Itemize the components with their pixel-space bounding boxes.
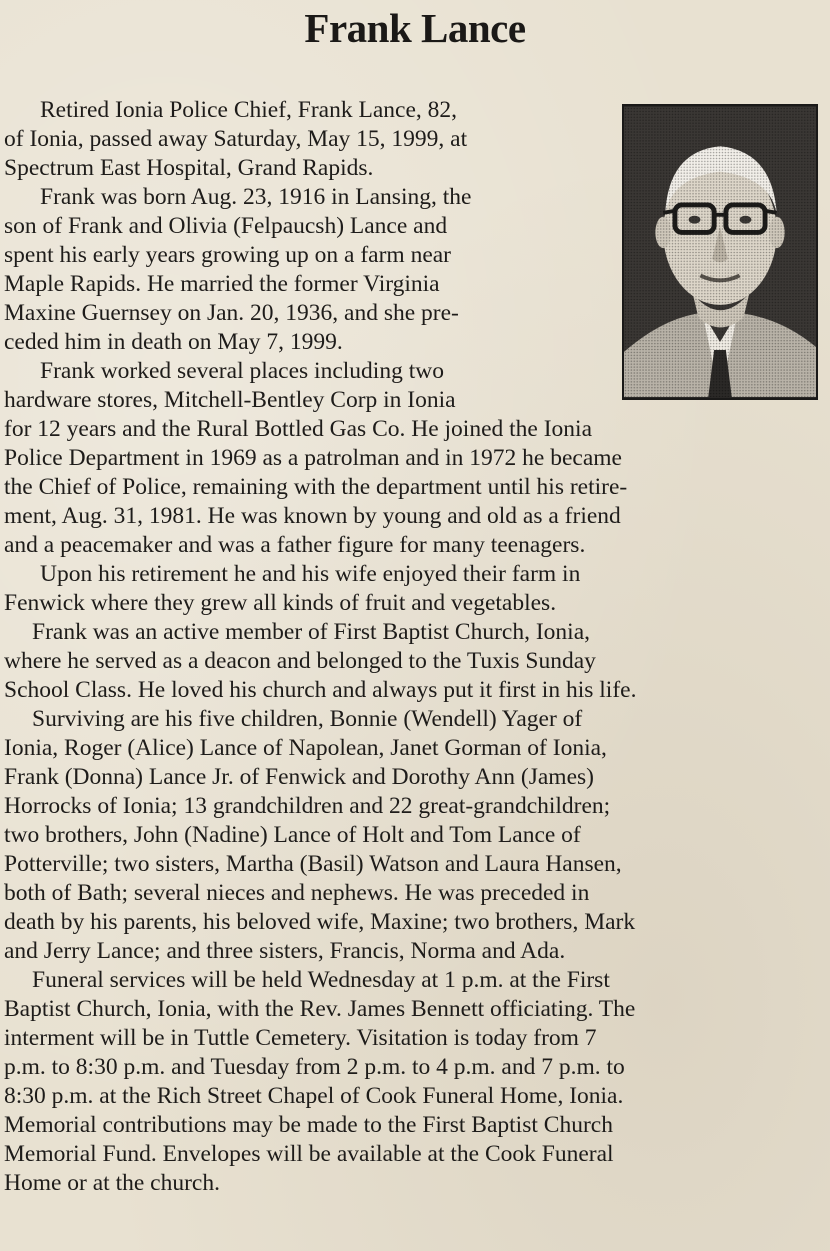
text-line: Memorial contributions may be made to the First Baptist Church	[4, 1112, 613, 1138]
text-line: Funeral services will be held Wednesday at 1 p.m. at the First	[32, 967, 610, 993]
text-line: Home or at the church.	[4, 1170, 220, 1196]
text-line: Frank worked several places including two	[40, 358, 444, 384]
text-line: of Ionia, passed away Saturday, May 15, 1999, at	[4, 126, 468, 152]
text-line: and Jerry Lance; and three sisters, Francis, Norma and Ada.	[4, 938, 566, 964]
text-line: Potterville; two sisters, Martha (Basil) Watson and Laura Hansen,	[4, 851, 622, 877]
text-line: the Chief of Police, remaining with the department until his retire-	[4, 474, 628, 500]
text-line: death by his parents, his beloved wife, Maxine; two brothers, Mark	[4, 909, 636, 935]
text-line: son of Frank and Olivia (Felpaucsh) Lance and	[4, 213, 448, 239]
text-line: two brothers, John (Nadine) Lance of Holt and Tom Lance of	[4, 822, 581, 848]
text-line: where he served as a deacon and belonged to the Tuxis Sunday	[4, 648, 596, 674]
text-line: Ionia, Roger (Alice) Lance of Napolean, Janet Gorman of Ionia,	[4, 735, 607, 761]
text-line: 8:30 p.m. at the Rich Street Chapel of Cook Funeral Home, Ionia.	[4, 1083, 624, 1109]
text-line: School Class. He loved his church and always put it first in his life.	[4, 677, 637, 703]
portrait-icon	[624, 106, 816, 398]
text-line: and a peacemaker and was a father figure for many teenagers.	[4, 532, 586, 558]
text-line: interment will be in Tuttle Cemetery. Visitation is today from 7	[4, 1025, 597, 1051]
text-line: both of Bath; several nieces and nephews. He was preceded in	[4, 880, 590, 906]
text-line: Retired Ionia Police Chief, Frank Lance, 82,	[40, 97, 457, 123]
text-line: Horrocks of Ionia; 13 grandchildren and 22 great-grandchildren;	[4, 793, 611, 819]
text-line: ment, Aug. 31, 1981. He was known by young and old as a friend	[4, 503, 621, 529]
text-line: Maple Rapids. He married the former Virginia	[4, 271, 440, 297]
text-line: Spectrum East Hospital, Grand Rapids.	[4, 155, 374, 181]
text-line: Frank was an active member of First Baptist Church, Ionia,	[32, 619, 590, 645]
obituary-title: Frank Lance	[304, 5, 526, 51]
text-line: Frank (Donna) Lance Jr. of Fenwick and Dorothy Ann (James)	[4, 764, 594, 790]
text-line: Frank was born Aug. 23, 1916 in Lansing, the	[40, 184, 472, 210]
text-line: Police Department in 1969 as a patrolman and in 1972 he became	[4, 445, 622, 471]
text-line: Surviving are his five children, Bonnie (Wendell) Yager of	[32, 706, 583, 732]
text-line: Fenwick where they grew all kinds of fruit and vegetables.	[4, 590, 557, 616]
text-line: for 12 years and the Rural Bottled Gas Co. He joined the Ionia	[4, 416, 593, 442]
portrait-photo	[622, 104, 818, 400]
text-line: ceded him in death on May 7, 1999.	[4, 329, 343, 355]
text-line: hardware stores, Mitchell-Bentley Corp in Ionia	[4, 387, 456, 413]
text-line: Memorial Fund. Envelopes will be available at the Cook Funeral	[4, 1141, 614, 1167]
text-line: Baptist Church, Ionia, with the Rev. James Bennett officiating. The	[4, 996, 636, 1022]
text-line: Upon his retirement he and his wife enjoyed their farm in	[40, 561, 581, 587]
text-line: spent his early years growing up on a farm near	[4, 242, 452, 268]
text-line: Maxine Guernsey on Jan. 20, 1936, and she pre-	[4, 300, 459, 326]
text-line: p.m. to 8:30 p.m. and Tuesday from 2 p.m. to 4 p.m. and 7 p.m. to	[4, 1054, 625, 1080]
